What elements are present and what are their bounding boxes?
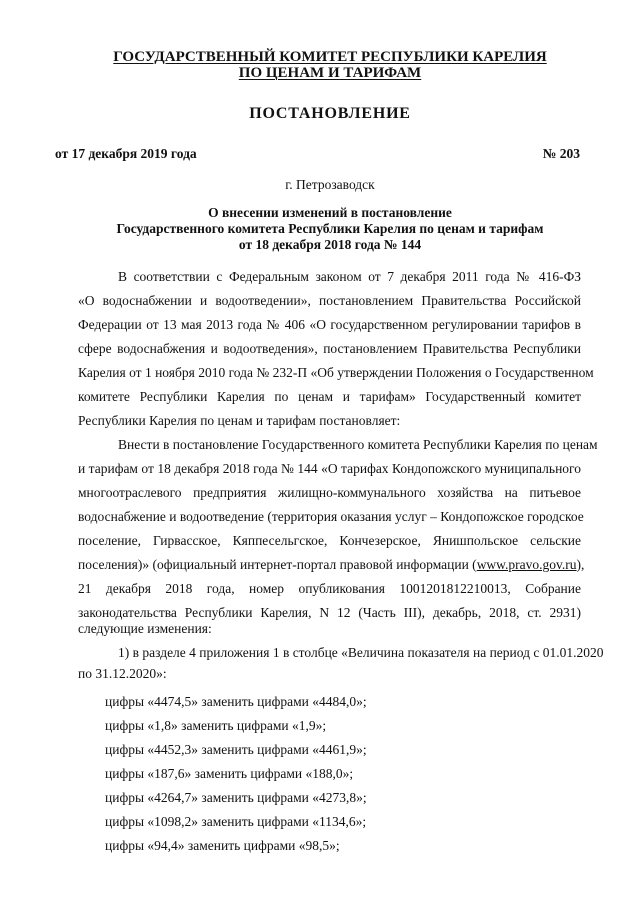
- document-type-title: ПОСТАНОВЛЕНИЕ: [249, 105, 411, 122]
- resolution-line-with-link: [78, 557, 585, 574]
- document-city: г. Петрозаводск: [285, 177, 375, 192]
- document-date: от 17 декабря 2019 года: [55, 146, 197, 161]
- preamble-line: Федерации от 13 мая 2013 года № 406 «О государственном регулировании тарифов в: [78, 317, 581, 332]
- replacement-item: цифры «94,4» заменить цифрами «98,5»;: [105, 838, 340, 853]
- subject-line-1: О внесении изменений в постановление: [208, 205, 452, 220]
- preamble-line: сфере водоснабжения и водоотведения», постановлением Правительства Республики: [78, 341, 581, 356]
- preamble-line: Республики Карелия по ценам и тарифам постановляет:: [78, 413, 401, 428]
- preamble-line: Карелия от 1 ноября 2010 года № 232-П «Об утверждении Положения о Государственном: [78, 365, 594, 380]
- resolution-line-text: поселения)» (официальный интернет-портал правовой информации (: [78, 557, 477, 572]
- replacement-item: цифры «4474,5» заменить цифрами «4484,0»;: [105, 694, 367, 709]
- amendment-clause-line: по 31.12.2020»:: [78, 666, 167, 681]
- pravo-portal-link[interactable]: www.pravo.gov.ru: [476, 557, 577, 572]
- preamble-line: «О водоснабжении и водоотведении», постановлением Правительства Российской: [78, 293, 581, 308]
- resolution-line: и тарифам от 18 декабря 2018 года № 144 «О тарифах Кондопожского муниципального: [78, 461, 581, 476]
- replacement-item: цифры «1098,2» заменить цифрами «1134,6»;: [105, 814, 367, 829]
- preamble-line: комитете Республики Карелия по ценам и тарифам» Государственный комитет: [78, 389, 581, 404]
- replacement-item: цифры «4264,7» заменить цифрами «4273,8»;: [105, 790, 367, 805]
- document-number: № 203: [542, 146, 580, 161]
- amendment-clause-line: 1) в разделе 4 приложения 1 в столбце «Величина показателя на период с 01.01.2020: [118, 645, 604, 660]
- resolution-line: водоснабжение и водоотведение (территория оказания услуг – Кондопожское городское: [78, 509, 584, 524]
- replacement-item: цифры «4452,3» заменить цифрами «4461,9»;: [105, 742, 367, 757]
- subject-line-3: от 18 декабря 2018 года № 144: [238, 237, 422, 252]
- resolution-line: следующие изменения:: [78, 621, 212, 636]
- resolution-line: поселение, Гирвасское, Кяппесельгское, Кончезерское, Янишпольское сельские: [78, 533, 581, 548]
- resolution-line: многоотраслевого предприятия жилищно-коммунального хозяйства на питьевое: [78, 485, 581, 500]
- replacement-item: цифры «187,6» заменить цифрами «188,0»;: [105, 766, 354, 781]
- agency-name-line-1: ГОСУДАРСТВЕННЫЙ КОМИТЕТ РЕСПУБЛИКИ КАРЕЛИЯ: [113, 49, 547, 65]
- subject-line-2: Государственного комитета Республики Карелия по ценам и тарифам: [116, 221, 544, 236]
- resolution-line: Внести в постановление Государственного комитета Республики Карелия по ценам: [118, 437, 598, 452]
- replacement-item: цифры «1,8» заменить цифрами «1,9»;: [105, 718, 327, 733]
- resolution-line-text: ),: [576, 557, 585, 572]
- preamble-line: В соответствии с Федеральным законом от 7 декабря 2011 года № 416-ФЗ: [118, 269, 581, 284]
- resolution-line: законодательства Республики Карелия, N 12 (Часть III), декабрь, 2018, ст. 2931): [78, 605, 581, 620]
- agency-name-line-2: ПО ЦЕНАМ И ТАРИФАМ: [238, 65, 422, 81]
- resolution-line: 21 декабря 2018 года, номер опубликования 1001201812210013, Собрание: [78, 581, 581, 596]
